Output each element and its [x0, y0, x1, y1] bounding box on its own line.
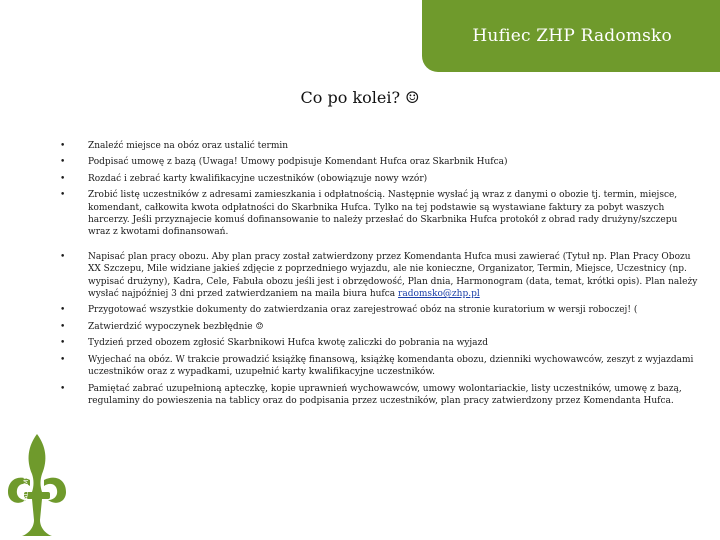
list-item [60, 304, 700, 316]
list-item-text: Tydzień przed obozem zgłosić Skarbnikowi Hufca kwotę zaliczki do pobrania na wyjazd [88, 338, 489, 349]
email-link[interactable]: radomsko@zhp.pl [398, 289, 480, 300]
list-item-text: Zrobić listę uczestników z adresami zamieszkania i odpłatnością. Następnie wysłać ją wraz z danymi o obozie tj. termin, miejsce, komendant, całkowita kwota odpłatności do Skarbnika Hufca. Tylko na tej podstawie są wystawiane faktury za pobyt waszych harcerzy. Jeśli przyznajecie komuś dofinansowanie to należy przesłać do Skarbnika Hufca protokół z obrad rady drużyny/szczepu wraz z kwotami dofinansowań. [88, 190, 678, 238]
slide-title [0, 88, 720, 107]
list-item [60, 337, 700, 349]
list-item [60, 156, 700, 168]
list-item-text: Rozdać i zebrać karty kwalifikacyjne uczestników (obowiązuje nowy wzór) [88, 173, 428, 184]
hufiec-lily-logo-icon [4, 430, 70, 538]
list-item-text: Zatwierdzić wypoczynek bezbłędnie ☺ [88, 321, 264, 332]
header-banner [422, 0, 720, 72]
bullet-icon: • [60, 321, 66, 332]
header-title: Hufiec ZHP Radomsko [472, 26, 672, 46]
list-item [60, 321, 700, 333]
bullet-icon: • [60, 190, 66, 201]
slide-title-text: Co po kolei? [300, 88, 401, 107]
list-item-text: Napisać plan pracy obozu. Aby plan pracy został zatwierdzony przez Komendanta Hufca musi zawierać (Tytuł np. Plan Pracy Obozu XX Szczepu, Mile widziane jakieś zdjęcie z poprzedniego wyjazdu, ale nie konieczne, Organizator, Termin, Miejsce, Uczestnicy (np. wypisać drużyny), Kadra, Cele, Fabuła obozu jeśli jest i obrzędowość, Plan dnia, Harmonogram (data, temat, krótki opis). Plan należy wysłać najpóźniej 3 dni przed zatwierdzaniem na maila biura hufca [88, 251, 698, 300]
bullet-icon: • [60, 173, 66, 184]
list-item-text: Wyjechać na obóz. W trakcie prowadzić książkę finansową, książkę komendanta obozu, dzienniki wychowawców, zeszyt z wyjazdami uczestników oraz z wypadkami, uzupełnić karty kwalifikacyjne uczestników. [88, 354, 694, 378]
logo-text: HUFIEC RADOMSKO [22, 466, 30, 530]
bullet-icon: • [60, 354, 66, 365]
list-item-text: Znaleźć miejsce na obóz oraz ustalić termin [88, 141, 289, 151]
bullet-icon: • [60, 251, 66, 262]
todo-list [60, 140, 700, 411]
bullet-icon: • [60, 383, 66, 394]
smile-icon: ☺ [405, 88, 420, 107]
list-item [60, 189, 700, 239]
list-item-text: Przygotować wszystkie dokumenty do zatwierdzania oraz zarejestrować obóz na stronie kuratorium w wersji roboczej! ( [88, 305, 638, 316]
list-item [60, 140, 700, 152]
list-item-text: Podpisać umowę z bazą (Uwaga! Umowy podpisuje Komendant Hufca oraz Skarbnik Hufca) [88, 157, 508, 168]
list-item [60, 173, 700, 185]
bullet-icon: • [60, 141, 66, 151]
list-item [60, 251, 700, 301]
bullet-icon: • [60, 157, 66, 168]
bullet-icon: • [60, 305, 66, 316]
bullet-icon: • [60, 338, 66, 349]
list-item-text: Pamiętać zabrać uzupełnioną apteczkę, kopie uprawnień wychowawców, umowy wolontariackie, listy uczestników, umowę z bazą, regulaminy do powieszenia na tablicy oraz do podpisania przez uczestników, plan pracy zatwierdzony przez Komendanta Hufca. [88, 383, 682, 406]
list-item [60, 383, 700, 408]
list-item [60, 354, 700, 379]
